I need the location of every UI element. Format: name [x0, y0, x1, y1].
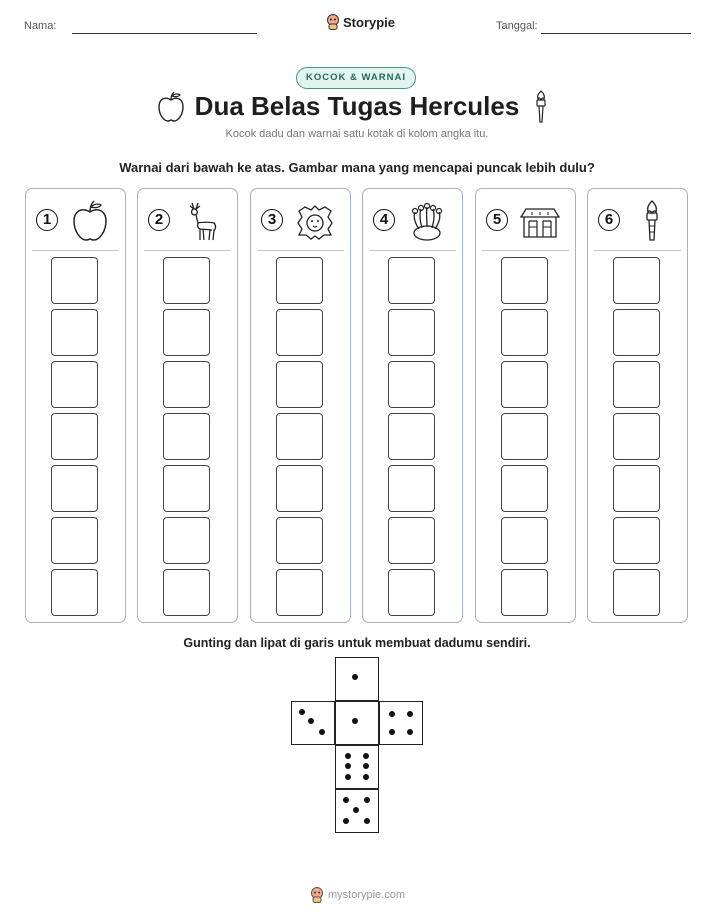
color-box[interactable] [51, 257, 98, 304]
color-box[interactable] [276, 257, 323, 304]
color-box[interactable] [276, 465, 323, 512]
page-subtitle: Kocok dadu dan warnai satu kotak di kolom angka itu. [225, 128, 489, 140]
die-pip [345, 774, 351, 780]
column-number: 1 [36, 209, 58, 231]
storypie-mascot-icon [310, 887, 324, 903]
die-face-1 [335, 657, 379, 701]
column-3 [250, 188, 351, 623]
date-label: Tanggal: [496, 20, 538, 32]
color-box[interactable] [388, 413, 435, 460]
die-face-6 [335, 745, 379, 789]
color-box[interactable] [613, 413, 660, 460]
deer-icon [182, 199, 222, 243]
color-box[interactable] [163, 517, 210, 564]
die-pip [352, 718, 358, 724]
die-pip [319, 729, 325, 735]
die-pip [352, 674, 358, 680]
color-box[interactable] [501, 517, 548, 564]
footer-url[interactable]: mystorypie.com [328, 889, 406, 901]
color-box[interactable] [51, 569, 98, 616]
die-pip [389, 711, 395, 717]
torch-icon [533, 90, 549, 124]
color-box[interactable] [501, 309, 548, 356]
color-box[interactable] [163, 257, 210, 304]
color-box[interactable] [613, 517, 660, 564]
color-box[interactable] [501, 257, 548, 304]
die-pip [345, 763, 351, 769]
color-box[interactable] [501, 569, 548, 616]
die-pip [299, 709, 305, 715]
color-box[interactable] [163, 413, 210, 460]
color-box[interactable] [501, 413, 548, 460]
die-pip [345, 753, 351, 759]
storypie-mascot-icon [326, 14, 340, 30]
die-pip [308, 718, 314, 724]
die-face-3 [291, 701, 335, 745]
torch-icon [632, 199, 672, 243]
die-pip [363, 763, 369, 769]
color-box[interactable] [388, 465, 435, 512]
column-number: 6 [598, 209, 620, 231]
color-box[interactable] [276, 517, 323, 564]
hydra-icon [407, 199, 447, 243]
color-box[interactable] [276, 309, 323, 356]
color-box[interactable] [613, 569, 660, 616]
color-box[interactable] [388, 309, 435, 356]
column-1 [25, 188, 126, 623]
color-box[interactable] [613, 257, 660, 304]
color-box[interactable] [163, 569, 210, 616]
color-box[interactable] [388, 361, 435, 408]
column-number: 4 [373, 209, 395, 231]
color-box[interactable] [163, 361, 210, 408]
brand-logo [326, 14, 395, 30]
lion-pelt-icon [295, 199, 335, 243]
die-face-4 [379, 701, 423, 745]
die-pip [407, 729, 413, 735]
die-pip [343, 797, 349, 803]
die-pip [364, 797, 370, 803]
column-divider [482, 250, 569, 251]
name-label: Nama: [24, 20, 57, 32]
die-pip [407, 711, 413, 717]
die-pip [363, 774, 369, 780]
column-divider [594, 250, 681, 251]
color-box[interactable] [51, 413, 98, 460]
color-box[interactable] [388, 517, 435, 564]
column-divider [32, 250, 119, 251]
color-box[interactable] [51, 465, 98, 512]
column-divider [144, 250, 231, 251]
die-pip [363, 753, 369, 759]
color-box[interactable] [51, 361, 98, 408]
activity-badge: KOCOK & WARNAI [296, 67, 416, 89]
color-box[interactable] [163, 465, 210, 512]
die-face-1 [335, 701, 379, 745]
color-box[interactable] [51, 309, 98, 356]
column-6 [587, 188, 688, 623]
cut-instruction: Gunting dan lipat di garis untuk membuat dadumu sendiri. [183, 636, 531, 650]
column-5 [475, 188, 576, 623]
apple-icon [70, 199, 110, 243]
color-box[interactable] [163, 309, 210, 356]
brand-name: Storypie [343, 14, 396, 30]
color-box[interactable] [388, 569, 435, 616]
column-number: 2 [148, 209, 170, 231]
stable-icon [520, 199, 560, 243]
color-box[interactable] [388, 257, 435, 304]
instruction-text: Warnai dari bawah ke atas. Gambar mana yang mencapai puncak lebih dulu? [119, 160, 595, 175]
color-box[interactable] [501, 465, 548, 512]
footer [310, 887, 405, 903]
page-title: Dua Belas Tugas Hercules [194, 91, 520, 121]
column-number: 5 [486, 209, 508, 231]
color-box[interactable] [276, 569, 323, 616]
column-4 [362, 188, 463, 623]
die-pip [353, 807, 359, 813]
name-line[interactable] [72, 33, 257, 34]
color-box[interactable] [613, 309, 660, 356]
color-box[interactable] [613, 465, 660, 512]
column-2 [137, 188, 238, 623]
die-pip [364, 818, 370, 824]
column-divider [369, 250, 456, 251]
column-divider [257, 250, 344, 251]
color-box[interactable] [276, 413, 323, 460]
die-face-5 [335, 789, 379, 833]
die-pip [389, 729, 395, 735]
color-box[interactable] [276, 361, 323, 408]
color-box[interactable] [501, 361, 548, 408]
die-pip [343, 818, 349, 824]
date-line[interactable] [541, 33, 691, 34]
color-box[interactable] [613, 361, 660, 408]
column-number: 3 [261, 209, 283, 231]
color-box[interactable] [51, 517, 98, 564]
